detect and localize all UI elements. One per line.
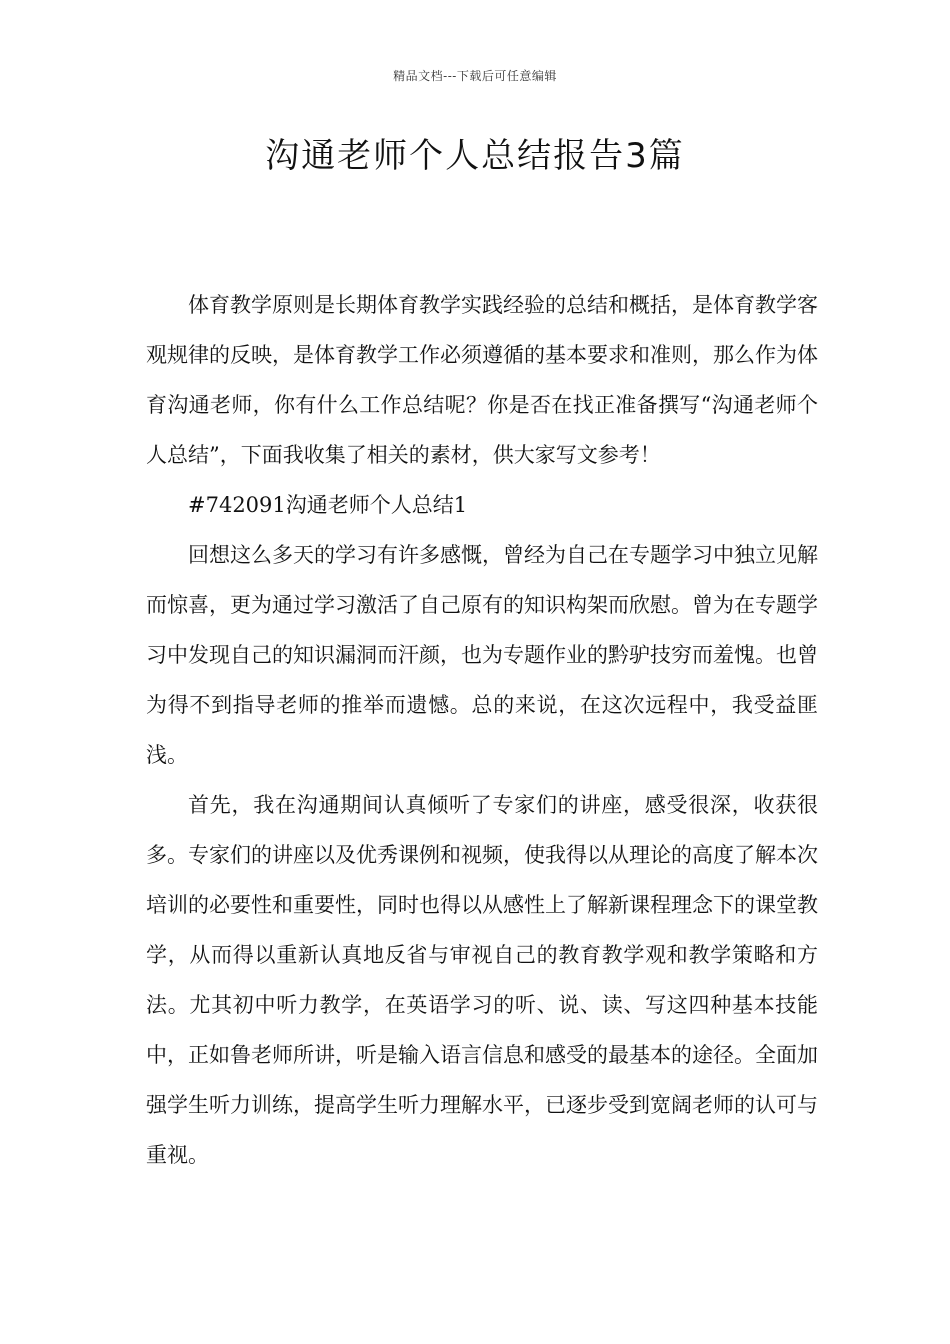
document-body xyxy=(146,280,818,1180)
paragraph-intro: 体育教学原则是长期体育教学实践经验的总结和概括，是体育教学客观规律的反映，是体育教学工作必须遵循的基本要求和准则，那么作为体育沟通老师，你有什么工作总结呢？你是否在找正准备撰写“沟通老师个人总结”，下面我收集了相关的素材，供大家写文参考！ xyxy=(146,293,818,467)
header-note: 精品文档---下载后可任意编辑 xyxy=(393,69,557,83)
section-heading: #742091沟通老师个人总结1 xyxy=(188,493,468,517)
paragraph: 回想这么多天的学习有许多感慨，曾经为自己在专题学习中独立见解而惊喜，更为通过学习激活了自己原有的知识构架而欣慰。曾为在专题学习中发现自己的知识漏洞而汗颜，也为专题作业的黔驴技穷而羞愧。也曾为得不到指导老师的推举而遗憾。总的来说，在这次远程中，我受益匪浅。 xyxy=(146,543,818,767)
document-title: 沟通老师个人总结报告3篇 xyxy=(265,136,685,176)
paragraph: 首先，我在沟通期间认真倾听了专家们的讲座，感受很深，收获很多。专家们的讲座以及优秀课例和视频，使我得以从理论的高度了解本次培训的必要性和重要性，同时也得以从感性上了解新课程理念下的课堂教学，从而得以重新认真地反省与审视自己的教育教学观和教学策略和方法。尤其初中听力教学，在英语学习的听、说、读、写这四种基本技能中，正如鲁老师所讲，听是输入语言信息和感受的最基本的途径。全面加强学生听力训练，提高学生听力理解水平，已逐步受到宽阔老师的认可与重视。 xyxy=(146,793,818,1167)
